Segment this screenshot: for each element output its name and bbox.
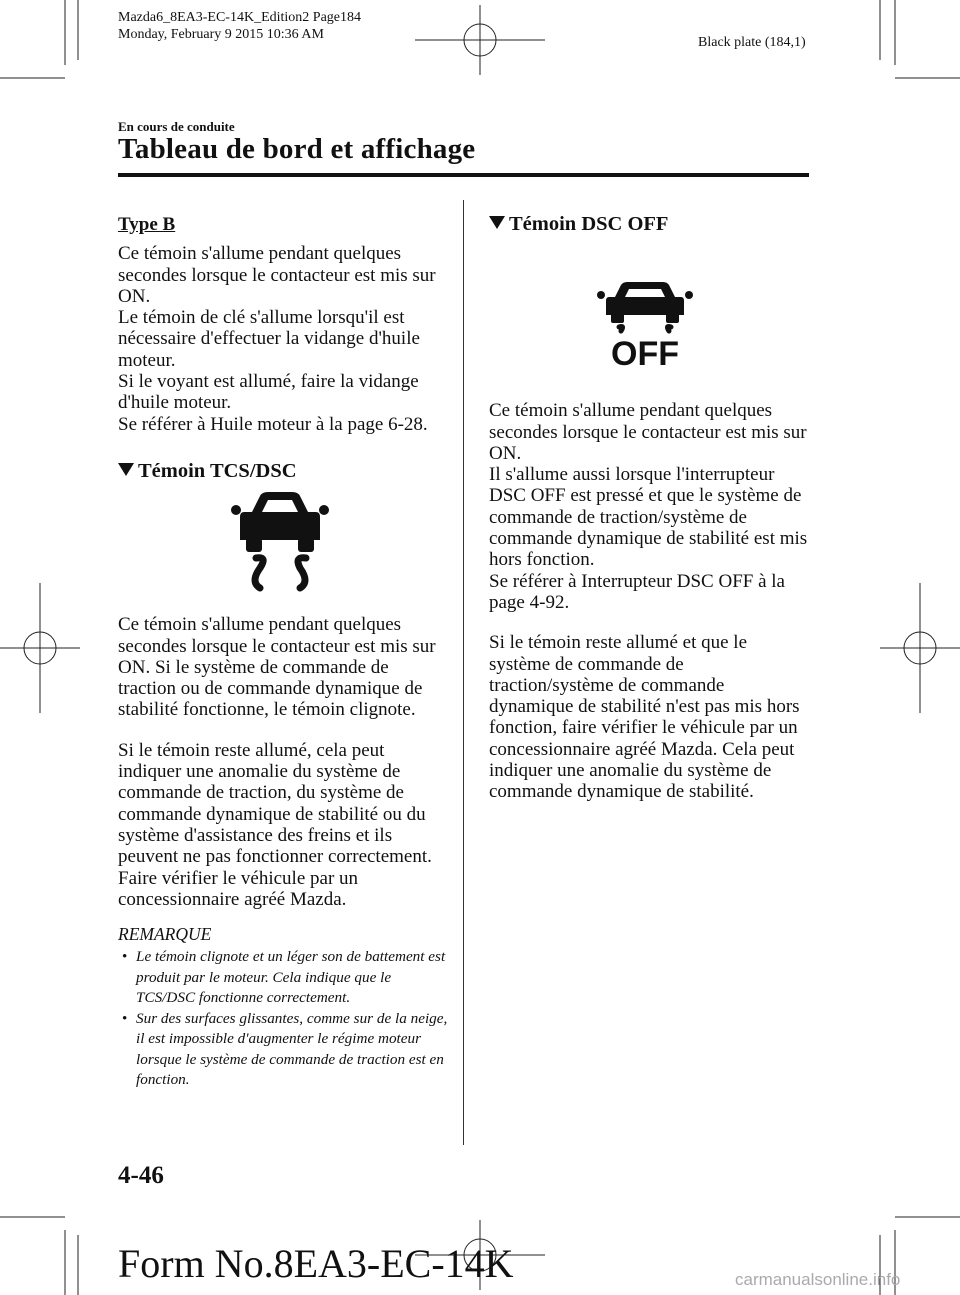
remarque-note [118, 1009, 448, 1091]
bullet-icon: • [122, 1009, 128, 1027]
type-b-paragraph: Se référer à Huile moteur à la page 6-28. [118, 413, 428, 435]
type-b-paragraph: Le témoin de clé s'allume lorsqu'il est nécessaire d'effectuer la vidange d'huile moteur. [118, 307, 420, 371]
print-job-info [118, 9, 361, 43]
page-number: 4-46 [118, 1162, 164, 1189]
tcs-dsc-heading-text: Témoin TCS/DSC [138, 459, 297, 482]
remarque-note [118, 947, 448, 1009]
title-rule [118, 173, 809, 177]
section-label: En cours de conduite [118, 119, 235, 134]
tcs-dsc-paragraph: Ce témoin s'allume pendant quelques secondes lorsque le contacteur est mis sur ON. Si le système de commande de traction ou de commande dynamique de stabilité fonctionne, le témoin clignote. [118, 614, 436, 721]
form-number: Form No.8EA3-EC-14K [118, 1241, 514, 1286]
watermark: carmanualsonline.info [735, 1270, 901, 1289]
tcs-dsc-heading [118, 461, 448, 482]
remarque-note-text: Sur des surfaces glissantes, comme sur de la neige, il est impossible d'augmenter le régime moteur lorsque le système de commande de traction est en fonction. [136, 1009, 448, 1089]
print-job-line1: Mazda6_8EA3-EC-14K_Edition2 Page184 [118, 10, 362, 25]
triangle-marker-icon [489, 216, 505, 229]
dsc-off-paragraph: Il s'allume aussi lorsque l'interrupteur DSC OFF est pressé et que le système de commande de traction/système de commande dynamique de stabilité est mis hors fonction. [489, 464, 808, 571]
dsc-off-paragraph: Si le témoin reste allumé et que le système de commande de traction/système de commande dynamique de stabilité n'est pas mis hors fonction, faire vérifier le véhicule par un concessionnaire agréé Mazda. Cela peut indiquer une anomalie du système de commande dynamique de stabilité. [489, 632, 800, 803]
dsc-off-paragraph: Se référer à Interrupteur DSC OFF à la page 4-92. [489, 570, 785, 613]
dsc-off-icon-text: OFF [611, 335, 679, 370]
dsc-off-heading-text: Témoin DSC OFF [509, 213, 669, 235]
tcs-dsc-warning-icon [118, 482, 448, 604]
remarque-note-text: Le témoin clignote et un léger son de battement est produit par le moteur. Cela indique que le TCS/DSC fonctionne correctement. [136, 948, 446, 1007]
type-b-paragraph: Si le voyant est allumé, faire la vidange d'huile moteur. [118, 371, 419, 414]
left-column [118, 214, 448, 1091]
print-job-line2: Monday, February 9 2015 10:36 AM [118, 27, 324, 42]
dsc-off-paragraph: Ce témoin s'allume pendant quelques secondes lorsque le contacteur est mis sur ON. [489, 400, 807, 464]
page-title: Tableau de bord et affichage [118, 133, 476, 165]
triangle-marker-icon [118, 463, 134, 476]
remarque-label: REMARQUE [118, 924, 212, 945]
plate-label: Black plate (184,1) [698, 35, 806, 50]
column-divider [463, 200, 464, 1145]
type-b-paragraph: Ce témoin s'allume pendant quelques secondes lorsque le contacteur est mis sur ON. [118, 243, 436, 307]
right-column [489, 214, 809, 803]
dsc-off-warning-icon [489, 235, 809, 400]
tcs-dsc-paragraph: Si le témoin reste allumé, cela peut indiquer une anomalie du système de commande de traction, du système de commande dynamique de stabilité ou du système d'assistance des freins et ils peuvent ne pas fonctionner correctement. Faire vérifier le véhicule par un concessionnaire agréé Mazda. [118, 739, 432, 910]
type-b-heading: Type B [118, 214, 176, 235]
dsc-off-heading [489, 214, 809, 235]
bullet-icon: • [122, 948, 128, 966]
